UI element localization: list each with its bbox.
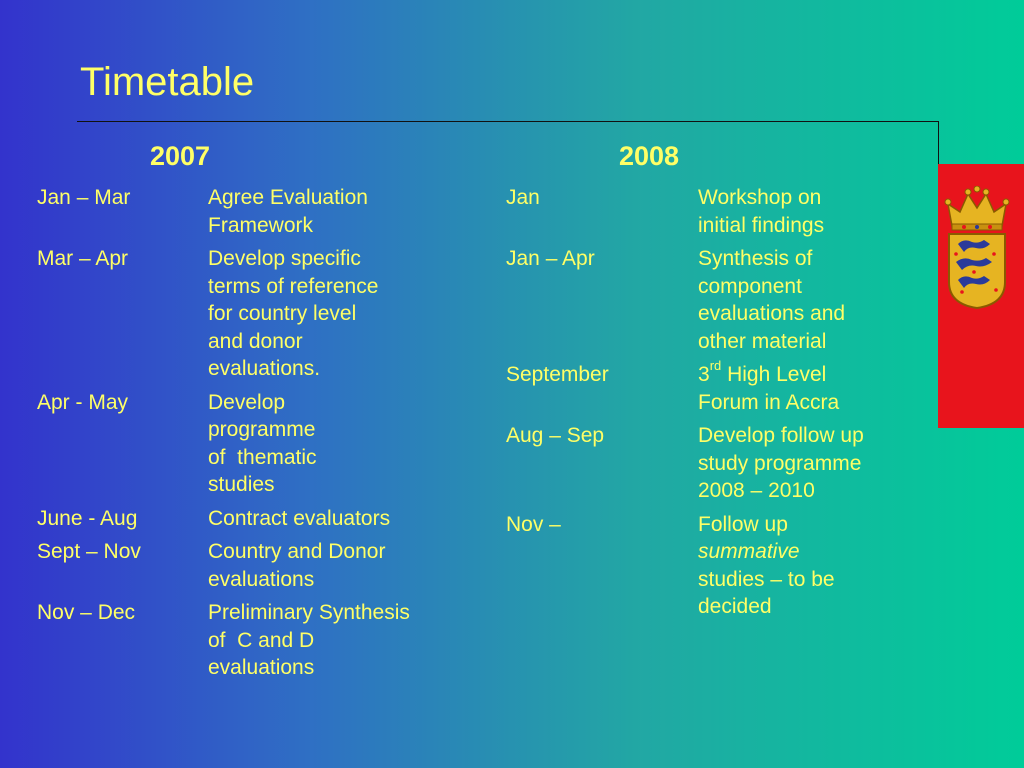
- ordinal-suffix: rd: [709, 358, 722, 373]
- desc-line: Develop follow up: [698, 424, 864, 447]
- timetable-row: [506, 511, 908, 621]
- activity-description: [208, 184, 463, 239]
- desc-line: evaluations and: [698, 302, 846, 325]
- period-label: Mar – Apr: [37, 247, 129, 270]
- desc-line: evaluations: [208, 567, 315, 591]
- period-label: Nov – Dec: [37, 601, 136, 624]
- emphasis-text: summative: [698, 540, 800, 563]
- period-label: September: [506, 363, 609, 386]
- timetable-row: [506, 184, 908, 239]
- period-label: Jan – Mar: [37, 186, 131, 209]
- desc-line: Agree Evaluation: [208, 186, 368, 209]
- activity-description: [698, 245, 908, 355]
- desc-line: study programme: [698, 451, 862, 475]
- desc-line: programme: [208, 418, 316, 441]
- year-heading-2008: 2008: [619, 141, 680, 171]
- desc-line: terms of reference: [208, 274, 379, 298]
- desc-line: Contract evaluators: [208, 506, 391, 530]
- desc-line: evaluations: [208, 656, 315, 679]
- period-label: Nov –: [506, 512, 561, 536]
- title-underline: [77, 121, 939, 122]
- slide-title: Timetable: [80, 60, 255, 104]
- desc-line: [698, 358, 908, 389]
- timetable-row: [506, 422, 908, 505]
- activity-description: [698, 511, 908, 621]
- timetable-row: [37, 505, 463, 533]
- activity-description: [208, 599, 463, 682]
- period-label: Jan – Apr: [506, 247, 595, 270]
- timetable-row: [37, 245, 463, 383]
- timetable-row: [506, 245, 908, 355]
- desc-line: evaluations.: [208, 357, 321, 380]
- desc-line: studies: [208, 473, 275, 496]
- timetable-row: [506, 358, 908, 416]
- timetable-row: [37, 599, 463, 682]
- period-label: Apr - May: [37, 390, 129, 414]
- timetable-2007: [37, 184, 463, 688]
- year-heading-2007: 2007: [150, 141, 211, 171]
- desc-line: other material: [698, 329, 827, 353]
- desc-line: initial findings: [698, 213, 825, 237]
- desc-line: Forum in Accra: [698, 390, 840, 414]
- activity-description: [698, 184, 908, 239]
- royal-coat-of-arms-icon: [944, 186, 1010, 310]
- desc-line-rest: High Level: [721, 363, 827, 386]
- desc-line: of thematic: [208, 445, 317, 469]
- desc-line: and donor: [208, 329, 303, 353]
- desc-line: Synthesis of: [698, 247, 813, 270]
- desc-line: Framework: [208, 213, 314, 237]
- activity-description: [208, 505, 463, 533]
- activity-description: [208, 245, 463, 383]
- timetable-row: [37, 184, 463, 239]
- desc-line: of C and D: [208, 628, 315, 652]
- period-label: Sept – Nov: [37, 540, 141, 563]
- desc-line: Develop specific: [208, 247, 361, 270]
- period-label: Aug – Sep: [506, 424, 605, 447]
- activity-description: [698, 422, 908, 505]
- timetable-row: [37, 389, 463, 499]
- activity-description: [208, 389, 463, 499]
- desc-line: for country level: [208, 302, 357, 325]
- desc-line: decided: [698, 595, 772, 618]
- activity-description: [208, 538, 463, 593]
- desc-line-emphasis: [698, 538, 908, 566]
- period-label: Jan: [506, 186, 540, 209]
- desc-line: Preliminary Synthesis: [208, 601, 410, 624]
- period-label: June - Aug: [37, 506, 138, 530]
- timetable-2008: [506, 184, 908, 627]
- desc-line: studies – to be: [698, 567, 835, 591]
- header-divider: [938, 121, 939, 164]
- desc-line: component: [698, 274, 802, 298]
- desc-line: Workshop on: [698, 186, 822, 209]
- desc-line: Develop: [208, 390, 286, 414]
- activity-description: [698, 358, 908, 416]
- desc-line: 2008 – 2010: [698, 479, 815, 502]
- desc-line: Follow up: [698, 512, 788, 536]
- ordinal-number: 3: [698, 363, 710, 386]
- timetable-row: [37, 538, 463, 593]
- desc-line: Country and Donor: [208, 540, 386, 563]
